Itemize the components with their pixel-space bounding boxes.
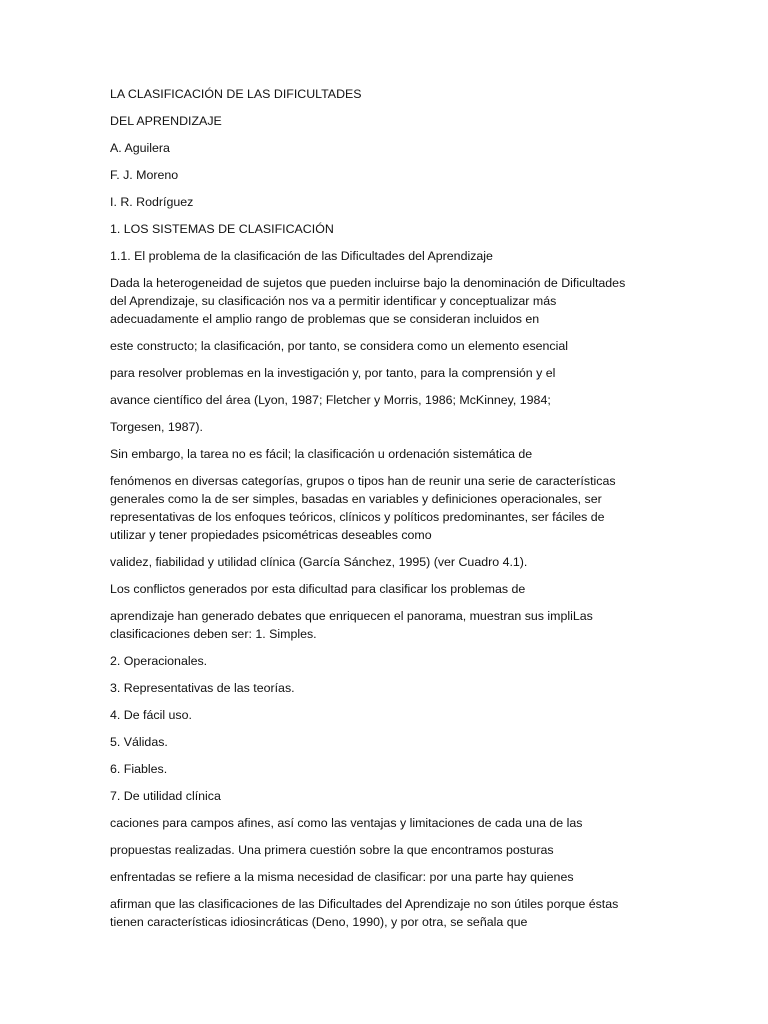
paragraph <box>110 274 655 328</box>
paragraph <box>110 652 655 670</box>
text-line: 7. De utilidad clínica <box>110 789 221 803</box>
text-line: 2. Operacionales. <box>110 654 208 668</box>
paragraph <box>110 895 655 931</box>
paragraph <box>110 814 655 832</box>
text-line: 5. Válidas. <box>110 735 168 749</box>
text-line: utilizar y tener propiedades psicométricas deseables como <box>110 528 432 542</box>
text-line: propuestas realizadas. Una primera cuestión sobre la que encontramos posturas <box>110 843 554 857</box>
text-line: 6. Fiables. <box>110 762 168 776</box>
text-line: Los conflictos generados por esta dificultad para clasificar los problemas de <box>110 582 526 596</box>
text-line: LA CLASIFICACIÓN DE LAS DIFICULTADES <box>110 87 362 101</box>
text-line: clasificaciones deben ser: 1. Simples. <box>110 627 317 641</box>
text-line: para resolver problemas en la investigación y, por tanto, para la comprensión y el <box>110 366 556 380</box>
paragraph <box>110 139 655 157</box>
text-line: 4. De fácil uso. <box>110 708 192 722</box>
text-line: A. Aguilera <box>110 141 170 155</box>
text-line: 1.1. El problema de la clasificación de las Dificultades del Aprendizaje <box>110 249 493 263</box>
text-line: enfrentadas se refiere a la misma necesidad de clasificar: por una parte hay quienes <box>110 870 574 884</box>
text-line: tienen características idiosincráticas (Deno, 1990), y por otra, se señala que <box>110 915 528 929</box>
text-line: afirman que las clasificaciones de las Dificultades del Aprendizaje no son útiles porque éstas <box>110 897 619 911</box>
paragraph <box>110 787 655 805</box>
document-body <box>110 85 655 931</box>
text-line: avance científico del área (Lyon, 1987; Fletcher y Morris, 1986; McKinney, 1984; <box>110 393 551 407</box>
text-line: Dada la heterogeneidad de sujetos que pueden incluirse bajo la denominación de Dificultades <box>110 276 626 290</box>
paragraph <box>110 580 655 598</box>
text-line: generales como la de ser simples, basadas en variables y definiciones operacionales, ser <box>110 492 602 506</box>
paragraph <box>110 418 655 436</box>
text-line: del Aprendizaje, su clasificación nos va a permitir identificar y conceptualizar más <box>110 294 557 308</box>
text-line: representativas de los enfoques teóricos, clínicos y políticos predominantes, ser fáciles de <box>110 510 605 524</box>
text-line: F. J. Moreno <box>110 168 179 182</box>
paragraph <box>110 220 655 238</box>
paragraph <box>110 391 655 409</box>
paragraph <box>110 247 655 265</box>
paragraph <box>110 760 655 778</box>
paragraph <box>110 706 655 724</box>
paragraph <box>110 553 655 571</box>
paragraph <box>110 364 655 382</box>
text-line: validez, fiabilidad y utilidad clínica (García Sánchez, 1995) (ver Cuadro 4.1). <box>110 555 528 569</box>
paragraph <box>110 337 655 355</box>
paragraph <box>110 445 655 463</box>
paragraph <box>110 733 655 751</box>
paragraph <box>110 85 655 103</box>
paragraph <box>110 166 655 184</box>
text-line: DEL APRENDIZAJE <box>110 114 222 128</box>
paragraph <box>110 841 655 859</box>
text-line: Torgesen, 1987). <box>110 420 203 434</box>
paragraph <box>110 607 655 643</box>
text-line: I. R. Rodríguez <box>110 195 194 209</box>
paragraph <box>110 679 655 697</box>
text-line: caciones para campos afines, así como las ventajas y limitaciones de cada una de las <box>110 816 583 830</box>
paragraph <box>110 472 655 544</box>
paragraph <box>110 868 655 886</box>
text-line: aprendizaje han generado debates que enriquecen el panorama, muestran sus impliLas <box>110 609 593 623</box>
text-line: fenómenos en diversas categorías, grupos o tipos han de reunir una serie de características <box>110 474 616 488</box>
text-line: adecuadamente el amplio rango de problemas que se consideran incluidos en <box>110 312 540 326</box>
text-line: 1. LOS SISTEMAS DE CLASIFICACIÓN <box>110 222 334 236</box>
text-line: Sin embargo, la tarea no es fácil; la clasificación u ordenación sistemática de <box>110 447 533 461</box>
paragraph <box>110 193 655 211</box>
text-line: 3. Representativas de las teorías. <box>110 681 295 695</box>
text-line: este constructo; la clasificación, por tanto, se considera como un elemento esencial <box>110 339 569 353</box>
paragraph <box>110 112 655 130</box>
